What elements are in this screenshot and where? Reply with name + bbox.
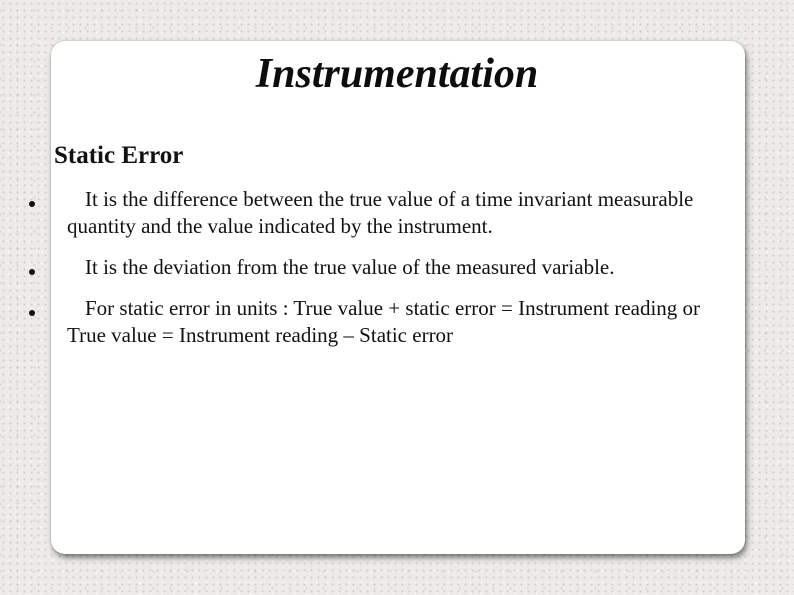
bullet-dot-icon <box>29 310 35 316</box>
slide-title: Instrumentation <box>255 51 539 97</box>
bullet-dot-icon <box>29 269 35 275</box>
bullet-text: It is the deviation from the true value of the measured variable. <box>85 255 615 279</box>
bullet-item-formula <box>0 295 740 349</box>
bullet-dot-icon <box>29 201 35 207</box>
bullet-text: It is the difference between the true value of a time invariant measurable quantity and the value indicated by the instrument. <box>67 187 694 238</box>
bullet-text: For static error in units : True value + static error = Instrument reading or True value = Instrument reading – Static error <box>67 296 701 347</box>
bullet-item-definition <box>0 186 740 240</box>
section-heading: Static Error <box>54 142 184 169</box>
bullet-item-deviation <box>0 254 740 281</box>
bullet-list <box>0 186 740 363</box>
